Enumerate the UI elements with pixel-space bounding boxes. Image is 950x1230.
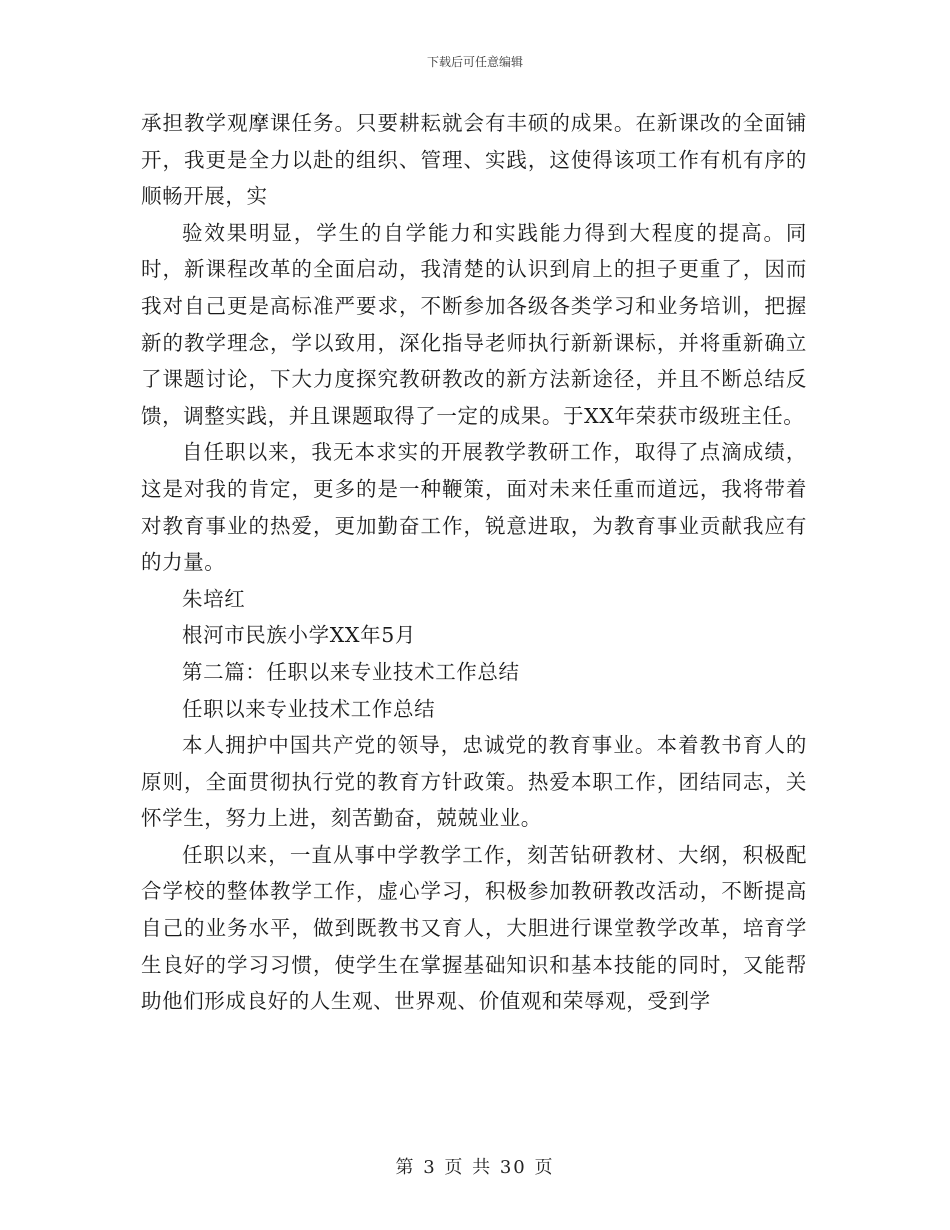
document-body [141,105,807,1020]
paragraph-1: 承担教学观摩课任务。只要耕耘就会有丰硕的成果。在新课改的全面铺开，我更是全力以赴的组织、管理、实践，这使得该项工作有机有序的顺畅开展，实 [141,111,807,209]
paragraph-4: 本人拥护中国共产党的领导，忠诚党的教育事业。本着教书育人的原则，全面贯彻执行党的教育方针政策。热爱本职工作，团结同志，关怀学生，努力上进，刻苦勤奋，兢兢业业。 [141,733,807,831]
page-header: 下载后可任意编辑 [426,55,523,69]
paragraph-3: 自任职以来，我无本求实的开展教学教研工作，取得了点滴成绩，这是对我的肯定，更多的是一种鞭策，面对未来任重而道远，我将带着对教育事业的热爱，更加勤奋工作，锐意进取，为教育事业贡献我应有的力量。 [141,440,807,575]
signature-org-date: 根河市民族小学XX年5月 [182,623,416,648]
paragraph-2: 验效果明显，学生的自学能力和实践能力得到大程度的提高。同时，新课程改革的全面启动，我清楚的认识到肩上的担子更重了，因而我对自己更是高标准严要求，不断参加各级各类学习和业务培训，把握新的教学理念，学以致用，深化指导老师执行新新课标，并将重新确立了课题讨论，下大力度探究教研教改的新方法新途径，并且不断总结反馈，调整实践，并且课题取得了一定的成果。于XX年荣获市级班主任。 [141,220,807,428]
section-heading: 第二篇：任职以来专业技术工作总结 [182,659,520,684]
page-number: 第 3 页 共 30 页 [395,1157,555,1178]
section-title: 任职以来专业技术工作总结 [182,696,436,721]
paragraph-5: 任职以来，一直从事中学教学工作，刻苦钻研教材、大纲，积极配合学校的整体教学工作，虚心学习，积极参加教研教改活动，不断提高自己的业务水平，做到既教书又育人，大胆进行课堂教学改革，培育学生良好的学习习惯，使学生在掌握基础知识和基本技能的同时，又能帮助他们形成良好的人生观、世界观、价值观和荣辱观，受到学 [141,842,807,1014]
signature-name: 朱培红 [182,586,246,611]
